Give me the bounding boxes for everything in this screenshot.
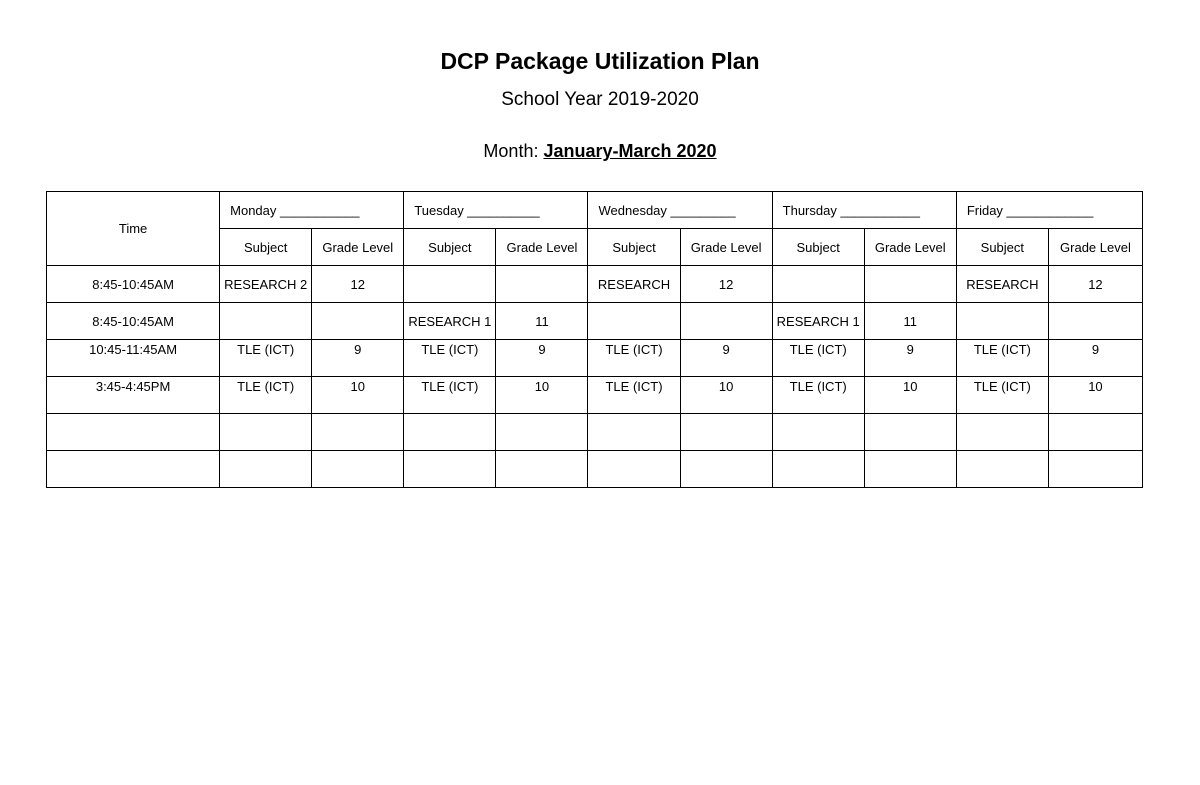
grade-cell <box>1048 303 1142 340</box>
subject-cell: RESEARCH <box>956 266 1048 303</box>
subject-cell <box>220 303 312 340</box>
table-row <box>47 266 1143 303</box>
subject-cell: RESEARCH 2 <box>220 266 312 303</box>
table-row <box>47 414 1143 451</box>
grade-cell <box>864 414 956 451</box>
table-row <box>47 303 1143 340</box>
table-row <box>47 340 1143 377</box>
subject-cell <box>588 451 680 488</box>
subject-cell <box>956 303 1048 340</box>
subject-cell: TLE (ICT) <box>772 340 864 377</box>
subject-cell <box>772 266 864 303</box>
time-cell: 10:45-11:45AM <box>47 340 220 377</box>
grade-cell: 10 <box>312 377 404 414</box>
subject-cell <box>220 414 312 451</box>
school-year: School Year 2019-2020 <box>501 89 699 110</box>
grade-cell <box>496 414 588 451</box>
subject-cell <box>772 451 864 488</box>
grade-cell: 9 <box>680 340 772 377</box>
grade-cell <box>680 451 772 488</box>
day-header-friday: Friday ____________ <box>956 192 1142 229</box>
grade-cell <box>496 451 588 488</box>
grade-cell: 12 <box>1048 266 1142 303</box>
day-header-thursday: Thursday ___________ <box>772 192 956 229</box>
time-cell <box>47 414 220 451</box>
table-row <box>47 451 1143 488</box>
subject-cell: TLE (ICT) <box>588 340 680 377</box>
day-header-tuesday: Tuesday __________ <box>404 192 588 229</box>
subject-cell <box>956 451 1048 488</box>
grade-cell: 9 <box>312 340 404 377</box>
grade-cell: 10 <box>680 377 772 414</box>
subject-header: Subject <box>588 229 680 266</box>
time-header: Time <box>47 192 220 266</box>
subject-cell: TLE (ICT) <box>220 377 312 414</box>
grade-cell <box>1048 451 1142 488</box>
subject-cell <box>404 451 496 488</box>
day-header-monday: Monday ___________ <box>220 192 404 229</box>
subject-cell <box>588 303 680 340</box>
day-header-wednesday: Wednesday _________ <box>588 192 772 229</box>
table-row <box>47 377 1143 414</box>
grade-cell: 10 <box>496 377 588 414</box>
subject-cell <box>956 414 1048 451</box>
subject-cell: RESEARCH <box>588 266 680 303</box>
subject-header: Subject <box>404 229 496 266</box>
time-cell <box>47 451 220 488</box>
subject-cell: TLE (ICT) <box>956 377 1048 414</box>
grade-level-header: Grade Level <box>496 229 588 266</box>
grade-cell: 11 <box>864 303 956 340</box>
grade-cell <box>312 414 404 451</box>
subject-header: Subject <box>220 229 312 266</box>
subject-cell <box>404 266 496 303</box>
grade-level-header: Grade Level <box>1048 229 1142 266</box>
grade-level-header: Grade Level <box>680 229 772 266</box>
subject-header: Subject <box>956 229 1048 266</box>
subject-cell: TLE (ICT) <box>588 377 680 414</box>
grade-cell <box>312 451 404 488</box>
subject-cell: TLE (ICT) <box>404 340 496 377</box>
grade-cell <box>864 451 956 488</box>
time-cell: 3:45-4:45PM <box>47 377 220 414</box>
grade-cell: 12 <box>312 266 404 303</box>
subject-cell: TLE (ICT) <box>220 340 312 377</box>
subject-cell <box>404 414 496 451</box>
grade-cell <box>496 266 588 303</box>
grade-cell: 9 <box>1048 340 1142 377</box>
subject-header: Subject <box>772 229 864 266</box>
grade-cell <box>680 414 772 451</box>
month-value: January-March 2020 <box>543 141 717 161</box>
grade-cell: 10 <box>1048 377 1142 414</box>
subject-cell: TLE (ICT) <box>956 340 1048 377</box>
grade-cell: 11 <box>496 303 588 340</box>
month-line <box>0 141 1200 162</box>
time-cell: 8:45-10:45AM <box>47 303 220 340</box>
subject-cell <box>220 451 312 488</box>
subject-cell <box>588 414 680 451</box>
grade-cell <box>312 303 404 340</box>
time-cell: 8:45-10:45AM <box>47 266 220 303</box>
page-title: DCP Package Utilization Plan <box>440 48 760 74</box>
subject-cell: TLE (ICT) <box>772 377 864 414</box>
grade-cell <box>1048 414 1142 451</box>
grade-cell: 9 <box>496 340 588 377</box>
subject-cell: TLE (ICT) <box>404 377 496 414</box>
grade-cell: 9 <box>864 340 956 377</box>
grade-level-header: Grade Level <box>864 229 956 266</box>
subject-cell: RESEARCH 1 <box>404 303 496 340</box>
grade-cell: 12 <box>680 266 772 303</box>
grade-cell <box>680 303 772 340</box>
subject-cell <box>772 414 864 451</box>
subject-cell: RESEARCH 1 <box>772 303 864 340</box>
grade-level-header: Grade Level <box>312 229 404 266</box>
grade-cell <box>864 266 956 303</box>
grade-cell: 10 <box>864 377 956 414</box>
utilization-table <box>46 191 1143 488</box>
month-label: Month: <box>483 141 539 161</box>
